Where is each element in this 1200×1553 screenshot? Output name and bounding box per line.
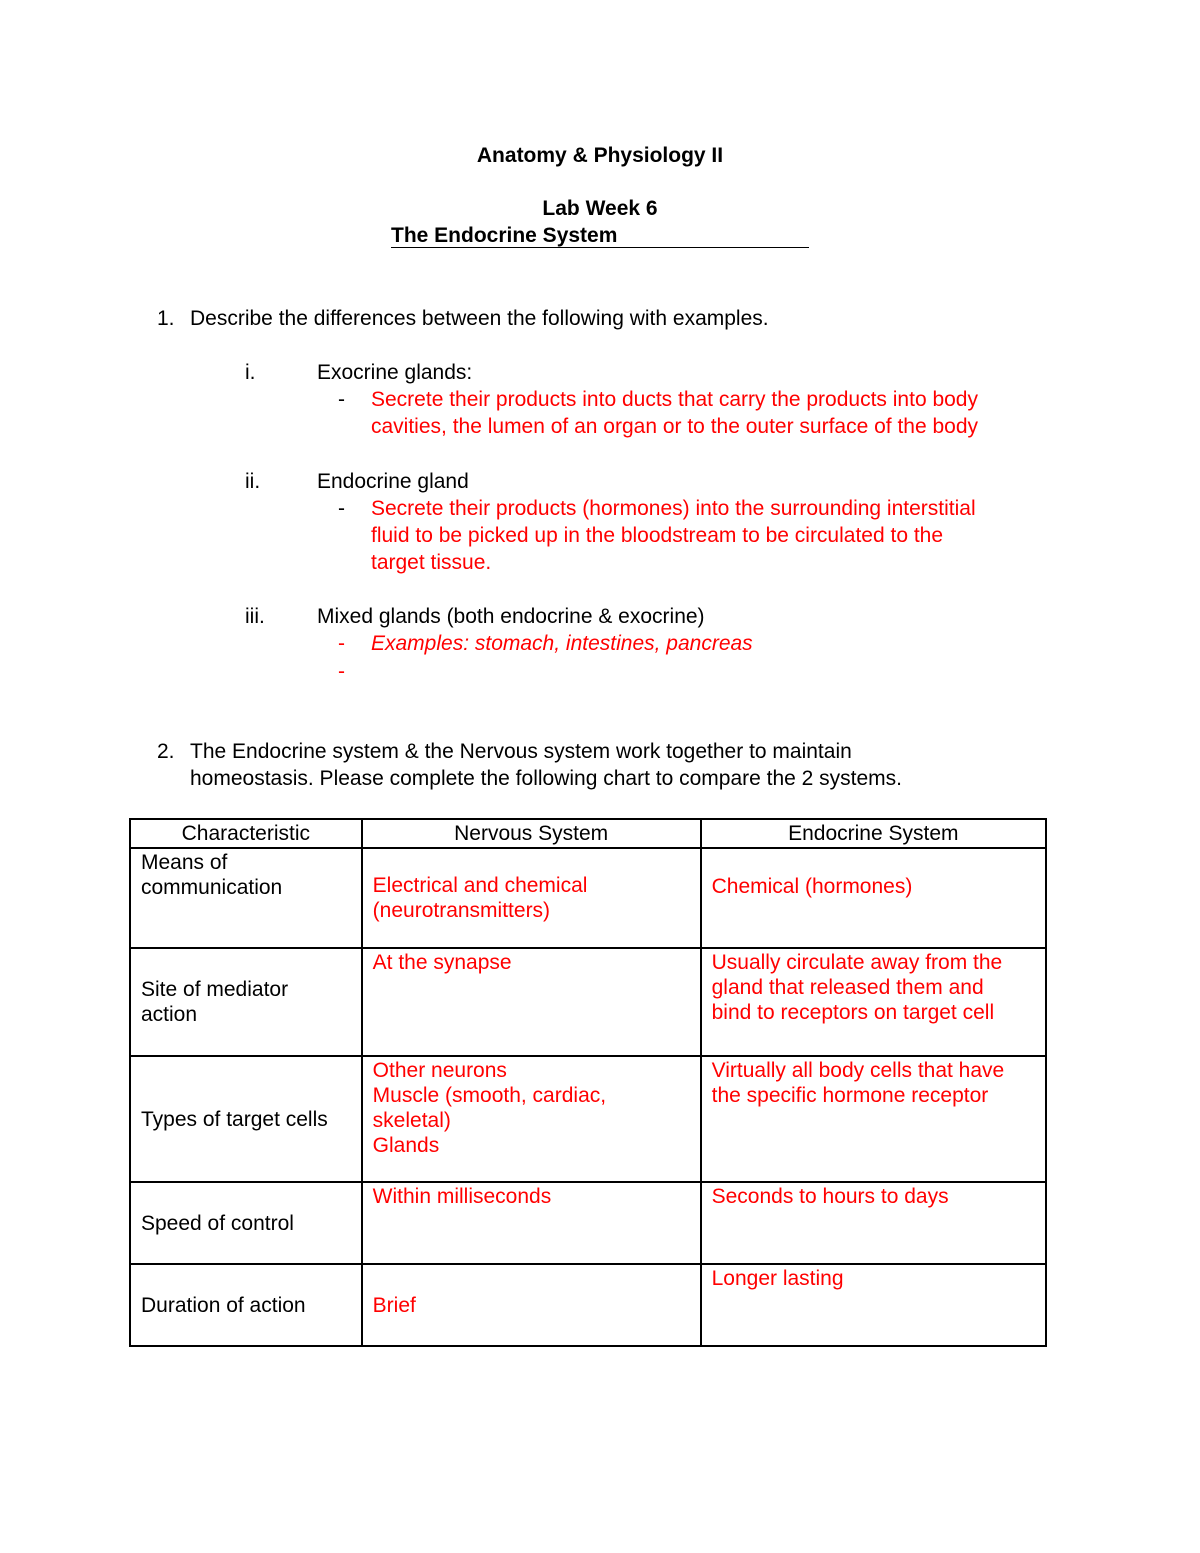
cell-line: Types of target cells bbox=[141, 1107, 328, 1131]
cell-line: Muscle (smooth, cardiac, bbox=[372, 1084, 607, 1107]
cell-line: Electrical and chemical bbox=[372, 874, 588, 897]
cell-characteristic bbox=[130, 848, 362, 948]
cell-line: skeletal) bbox=[372, 1109, 451, 1132]
q1-prompt: Describe the differences between the following with examples. bbox=[190, 307, 769, 330]
empty-bullet: - bbox=[338, 660, 345, 683]
table-row bbox=[130, 1182, 1046, 1264]
cell-line: Brief bbox=[372, 1293, 416, 1317]
cell-endocrine bbox=[701, 948, 1046, 1056]
topic-title: The Endocrine System bbox=[391, 223, 809, 248]
cell-characteristic bbox=[130, 1264, 362, 1346]
cell-line: Within milliseconds bbox=[372, 1185, 552, 1208]
cell-nervous bbox=[362, 1056, 701, 1182]
item-ii-answer-line: Secrete their products (hormones) into the surrounding interstitial bbox=[371, 497, 976, 520]
cell-line: Duration of action bbox=[141, 1293, 306, 1317]
item-ii-answer-line: target tissue. bbox=[371, 551, 492, 574]
cell-line: bind to receptors on target cell bbox=[711, 1001, 995, 1024]
q2-number: 2. bbox=[157, 740, 175, 763]
header-characteristic: Characteristic bbox=[130, 819, 362, 848]
item-i-label: Exocrine glands: bbox=[317, 361, 473, 384]
cell-line: Site of mediator bbox=[141, 978, 289, 1001]
cell-endocrine bbox=[701, 1182, 1046, 1264]
bullet: - bbox=[338, 632, 345, 655]
cell-line: Seconds to hours to days bbox=[711, 1185, 949, 1208]
header-endocrine: Endocrine System bbox=[701, 819, 1046, 848]
cell-line: Means of bbox=[141, 851, 228, 874]
cell-nervous bbox=[362, 848, 701, 948]
header-nervous: Nervous System bbox=[362, 819, 701, 848]
table-header-row bbox=[130, 819, 1046, 848]
item-ii-answer-line: fluid to be picked up in the bloodstream to be circulated to the bbox=[371, 524, 944, 547]
cell-endocrine bbox=[701, 1056, 1046, 1182]
cell-nervous bbox=[362, 1182, 701, 1264]
item-iii-numeral: iii. bbox=[245, 605, 265, 628]
cell-line: communication bbox=[141, 876, 283, 899]
cell-line: Usually circulate away from the bbox=[711, 951, 1003, 974]
item-i-numeral: i. bbox=[245, 361, 256, 384]
table-row bbox=[130, 1264, 1046, 1346]
cell-line: Speed of control bbox=[141, 1211, 294, 1235]
table-row bbox=[130, 948, 1046, 1056]
cell-line: Longer lasting bbox=[711, 1267, 844, 1290]
q1-number: 1. bbox=[157, 307, 175, 330]
cell-nervous bbox=[362, 948, 701, 1056]
comparison-table bbox=[129, 818, 1047, 1347]
cell-line: (neurotransmitters) bbox=[372, 899, 551, 922]
cell-line: Other neurons bbox=[372, 1059, 507, 1082]
item-iii-label: Mixed glands (both endocrine & exocrine) bbox=[317, 605, 705, 628]
cell-line: gland that released them and bbox=[711, 976, 984, 999]
cell-line: Glands bbox=[372, 1134, 440, 1157]
item-iii-answer-line: Examples: stomach, intestines, pancreas bbox=[371, 632, 753, 655]
cell-line: the specific hormone receptor bbox=[711, 1084, 989, 1107]
cell-endocrine bbox=[701, 1264, 1046, 1346]
cell-endocrine bbox=[701, 848, 1046, 948]
bullet: - bbox=[338, 388, 345, 411]
cell-line: Virtually all body cells that have bbox=[711, 1059, 1005, 1082]
table-row bbox=[130, 1056, 1046, 1182]
q2-prompt-line: The Endocrine system & the Nervous system work together to maintain bbox=[190, 740, 852, 763]
item-i-answer-line: Secrete their products into ducts that carry the products into body bbox=[371, 388, 978, 411]
bullet: - bbox=[338, 497, 345, 520]
cell-line: Chemical (hormones) bbox=[711, 875, 913, 898]
cell-characteristic bbox=[130, 1056, 362, 1182]
item-ii-numeral: ii. bbox=[245, 470, 261, 493]
q2-prompt-line: homeostasis. Please complete the following chart to compare the 2 systems. bbox=[190, 767, 903, 790]
cell-characteristic bbox=[130, 948, 362, 1056]
course-title: Anatomy & Physiology II bbox=[476, 144, 724, 167]
item-ii-label: Endocrine gland bbox=[317, 470, 469, 493]
cell-nervous bbox=[362, 1264, 701, 1346]
cell-line: At the synapse bbox=[372, 951, 512, 974]
table-row bbox=[130, 848, 1046, 948]
cell-line: action bbox=[141, 1003, 198, 1026]
lab-week: Lab Week 6 bbox=[542, 197, 658, 220]
cell-characteristic bbox=[130, 1182, 362, 1264]
item-i-answer-line: cavities, the lumen of an organ or to the outer surface of the body bbox=[371, 415, 979, 438]
